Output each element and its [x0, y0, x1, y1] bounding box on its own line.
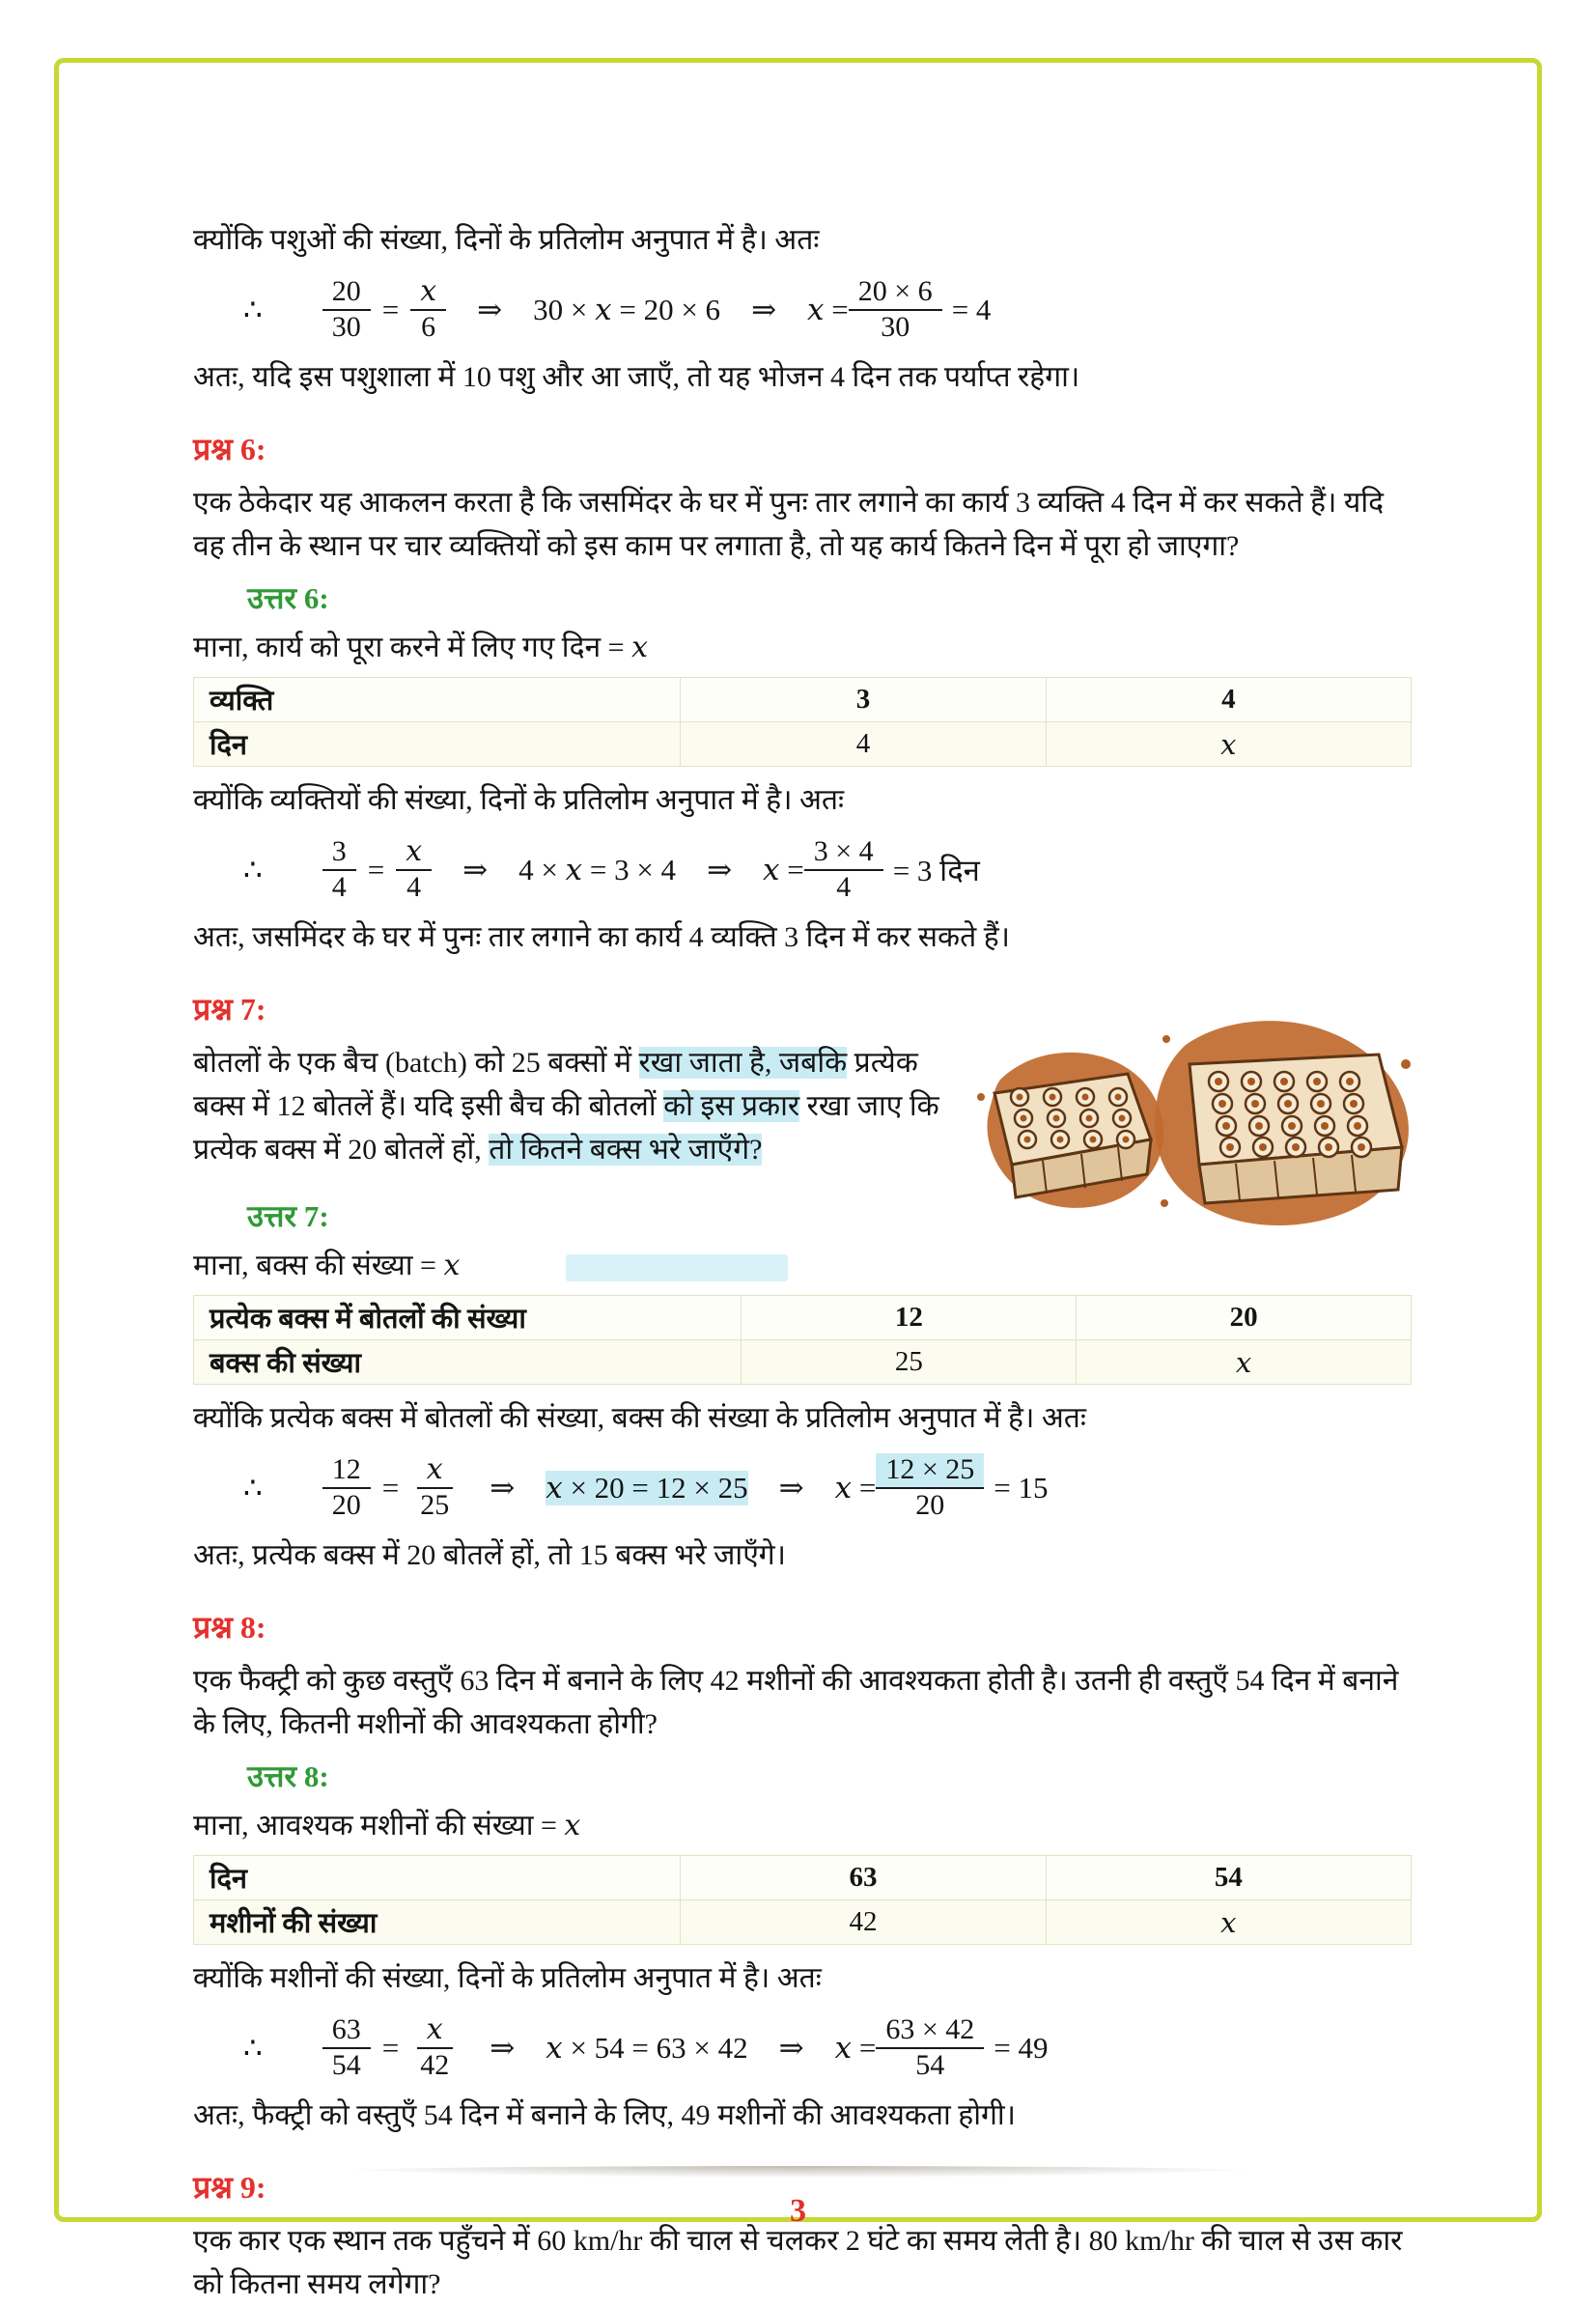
conclusion-line: अतः, जसमिंदर के घर में पुनः तार लगाने का कार्य 4 व्यक्ति 3 दिन में कर सकते हैं।: [193, 921, 1010, 953]
question-text: बोतलों के एक बैच (batch) को 25 बक्सों में रखा जाता है, जबकि प्रत्येक बक्स में 12 बोतलें हैं। यदि इसी बैच की बोतलों को इस प्रकार रखा जाए कि प्रत्येक बक्स में 20 बोतलें हों, तो कितने बक्स भरे जाएँगे?: [193, 1047, 939, 1166]
question-heading: प्रश्न 8:: [193, 1610, 266, 1645]
implies-arrow: ⇒: [490, 2030, 516, 2065]
equation-result: = 4: [951, 292, 992, 326]
assumption-line: माना, कार्य को पूरा करने में लिए गए दिन = x: [193, 631, 649, 664]
answer-heading: उत्तर 8:: [247, 1759, 329, 1793]
highlighted-text: तो कितने बक्स भरे जाएँगे?: [489, 1134, 763, 1166]
reason-line: क्योंकि पशुओं की संख्या, दिनों के प्रतिलोम अनुपात में है। अतः: [193, 224, 820, 256]
reason-line: क्योंकि व्यक्तियों की संख्या, दिनों के प्रतिलोम अनुपात में है। अतः: [193, 784, 845, 816]
equation-row: [193, 275, 1412, 344]
equation-result: = 3 दिन: [892, 853, 980, 887]
data-table: [193, 1855, 1412, 1945]
therefore-symbol: ∴: [243, 292, 263, 326]
answer-5-tail-section: [193, 218, 1412, 399]
fraction: $\frac{63}{54}$: [322, 2013, 371, 2082]
fraction: $\frac{x}{25}$: [410, 1453, 459, 1522]
fraction: $\frac{3 \times 4}{4}$: [804, 835, 883, 904]
question-heading: प्रश्न 7:: [193, 992, 266, 1026]
implies-arrow: ⇒: [490, 1470, 516, 1505]
equals-sign: =: [381, 1470, 400, 1505]
variable-x: x: [631, 631, 649, 664]
equation-row: [193, 2013, 1412, 2082]
fraction: $\frac{3}{4}$: [322, 835, 356, 904]
question-8-section: [193, 1606, 1412, 2137]
equation-step: x =: [834, 2030, 877, 2066]
equation-row: [193, 835, 1412, 904]
page-content: [193, 218, 1412, 2306]
highlighted-text: रखा जाता है, जबकि: [638, 1047, 848, 1079]
table-row: दिन 63 54: [194, 1856, 1412, 1900]
highlight-smudge: [566, 1254, 788, 1282]
fraction: $\frac{12}{20}$: [322, 1453, 371, 1522]
equation-step: x × 54 = 63 × 42: [546, 2030, 748, 2066]
question-heading: प्रश्न 9:: [193, 2170, 266, 2205]
page-number: 3: [790, 2193, 806, 2229]
reason-line: क्योंकि प्रत्येक बक्स में बोतलों की संख्या, बक्स की संख्या के प्रतिलोम अनुपात में है। अतः: [193, 1402, 1086, 1434]
implies-arrow: ⇒: [477, 292, 503, 326]
fraction: $\frac{x}{42}$: [410, 2013, 459, 2082]
question-heading: प्रश्न 6:: [193, 432, 266, 466]
implies-arrow: ⇒: [707, 852, 733, 886]
therefore-symbol: ∴: [243, 1470, 263, 1505]
implies-arrow: ⇒: [778, 1470, 804, 1505]
table-row: व्यक्ति 3 4: [194, 678, 1412, 722]
data-table: [193, 677, 1412, 767]
equation-step: x × 20 = 12 × 25: [546, 1470, 748, 1505]
question-6-section: [193, 428, 1412, 959]
question-9-section: [193, 2166, 1412, 2306]
conclusion-line: अतः, प्रत्येक बक्स में 20 बोतलें हों, तो 15 बक्स भरे जाएँगे।: [193, 1539, 787, 1571]
highlighted-text: को इस प्रकार: [663, 1090, 800, 1122]
answer-heading: उत्तर 6:: [247, 581, 329, 615]
table-row: मशीनों की संख्या 42 x: [194, 1900, 1412, 1945]
question-text: एक फैक्ट्री को कुछ वस्तुएँ 63 दिन में बनाने के लिए 42 मशीनों की आवश्यकता होती है। उतनी ही वस्तुएँ 54 दिन में बनाने के लिए, कितनी मशीनों की आवश्यकता होगी?: [193, 1665, 1399, 1740]
therefore-symbol: ∴: [243, 852, 263, 886]
implies-arrow: ⇒: [462, 852, 489, 886]
question-text: एक कार एक स्थान तक पहुँचने में 60 km/hr की चाल से चलकर 2 घंटे का समय लेती है। 80 km/hr की चाल से उस कार को कितना समय लगेगा?: [193, 2225, 1403, 2300]
equation-result: = 15: [994, 1470, 1049, 1505]
table-row: बक्स की संख्या 25 x: [194, 1340, 1412, 1385]
equation-step: x =: [834, 1470, 877, 1505]
equation-step: 30 × x = 20 × 6: [533, 292, 721, 327]
question-7-section: [193, 988, 1412, 1577]
question-text: एक ठेकेदार यह आकलन करता है कि जसमिंदर के घर में पुनः तार लगाने का कार्य 3 व्यक्ति 4 दिन में कर सकते हैं। यदि वह तीन के स्थान पर चार व्यक्तियों को इस काम पर लगाता है, तो यह कार्य कितने दिन में पूरा हो जाएगा?: [193, 487, 1385, 562]
reason-line: क्योंकि मशीनों की संख्या, दिनों के प्रतिलोम अनुपात में है। अतः: [193, 1962, 822, 1994]
equation-row: [193, 1453, 1412, 1522]
assumption-line: माना, आवश्यक मशीनों की संख्या = x: [193, 1809, 581, 1842]
question-7-body: [193, 1041, 1412, 1186]
variable-x: x: [443, 1249, 461, 1282]
equals-sign: =: [381, 2030, 400, 2065]
assumption-line: माना, बक्स की संख्या = x: [193, 1244, 1412, 1287]
equation-step: 4 × x = 3 × 4: [518, 852, 677, 887]
bottle-crates-illustration: [966, 1004, 1419, 1236]
variable-x: x: [564, 1809, 581, 1842]
equals-sign: =: [367, 852, 385, 886]
implies-arrow: ⇒: [778, 2030, 804, 2065]
fraction: $\frac{x}{4}$: [396, 835, 432, 904]
implies-arrow: ⇒: [751, 292, 777, 326]
therefore-symbol: ∴: [243, 2030, 263, 2065]
fraction: $\frac{63 \times 42}{54}$: [876, 2013, 984, 2082]
table-row: प्रत्येक बक्स में बोतलों की संख्या 12 20: [194, 1296, 1412, 1340]
fraction: $\frac{20}{30}$: [322, 275, 371, 344]
equals-sign: =: [381, 292, 400, 326]
equation-step: x =: [763, 852, 804, 887]
conclusion-line: अतः, फैक्ट्री को वस्तुएँ 54 दिन में बनाने के लिए, 49 मशीनों की आवश्यकता होगी।: [193, 2099, 1016, 2131]
answer-heading: उत्तर 7:: [247, 1199, 329, 1233]
fraction: $\frac{12 \times 25}{20}$: [876, 1453, 984, 1522]
table-row: दिन 4 x: [194, 722, 1412, 767]
equation-step: x =: [807, 292, 849, 327]
equation-result: = 49: [994, 2030, 1049, 2065]
data-table: [193, 1295, 1412, 1385]
fraction: $\frac{20 \times 6}{30}$: [849, 275, 942, 344]
footer-shadow: [319, 2166, 1277, 2178]
fraction: $\frac{x}{6}$: [410, 275, 446, 344]
conclusion-line: अतः, यदि इस पशुशाला में 10 पशु और आ जाएँ, तो यह भोजन 4 दिन तक पर्याप्त रहेगा।: [193, 361, 1080, 393]
